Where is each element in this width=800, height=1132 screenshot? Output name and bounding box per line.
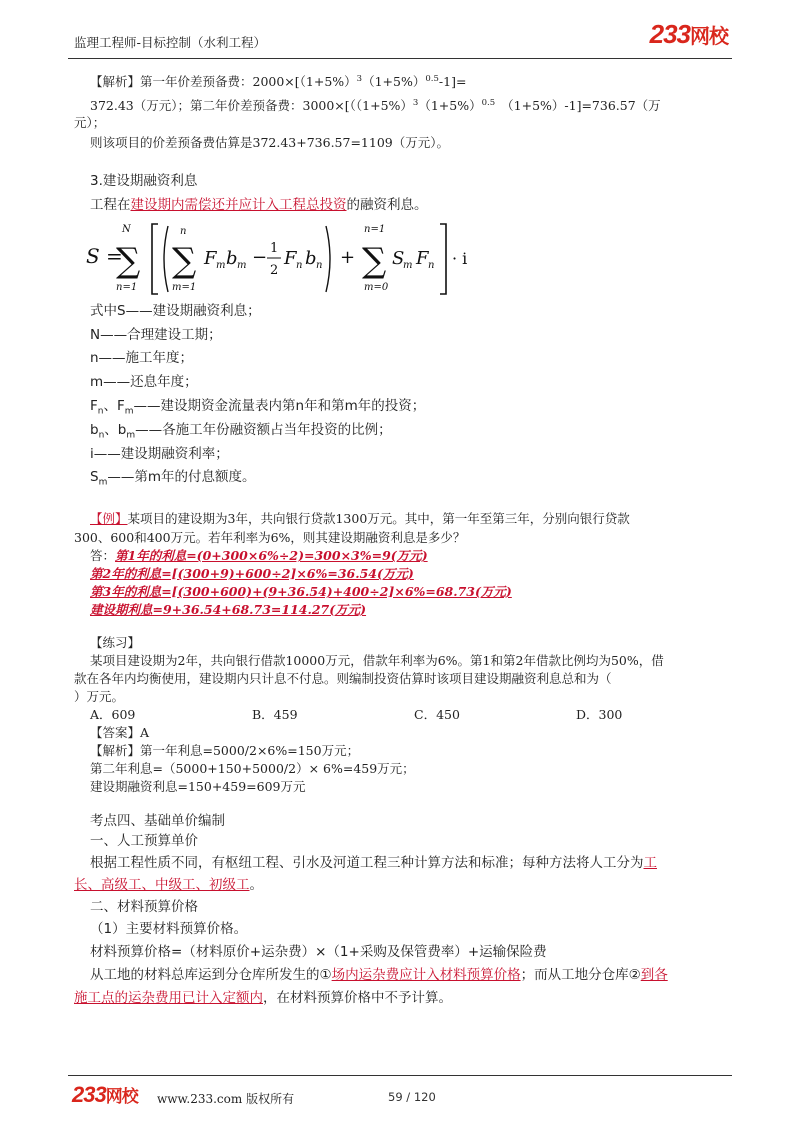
svg-text:S: S (392, 248, 405, 269)
sum-third-upper: n=1 (364, 224, 386, 235)
practice-question-3: ）万元。 (74, 689, 125, 704)
point4-para2: 从工地的材料总库运到分仓库所发生的①场内运杂费应计入材料预算价格；而从工地分仓库②到各 (90, 967, 668, 983)
svg-text:n: n (316, 260, 323, 271)
point4-sub2: 二、材料预算价格 (90, 899, 198, 915)
svg-text:1: 1 (270, 241, 279, 256)
example-answer-2: 第2年的利息=[(300+9)+600÷2]×6%=36.54(万元) (90, 566, 414, 581)
point4-para2-cont: 施工点的运杂费用已计入定额内，在材料预算价格中不予计算。 (74, 990, 452, 1006)
option-a[interactable]: A．609 (90, 707, 136, 722)
svg-text:m: m (216, 260, 226, 271)
analysis-line-1: 【解析】第一年价差预备费：$2000\times[(1+5\%)^3(1+5\%)^{0.5}-1]=$ (90, 74, 467, 90)
svg-text:−: − (252, 247, 268, 268)
practice-question-1: 某项目建设期为2年，共向银行借款10000万元，借款年利率为6%。第1和第2年借款比例均为50%，借 (90, 653, 664, 668)
point4-para1: 根据工程性质不同，有枢纽工程、引水及河道工程三种计算方法和标准；每种方法将人工分为工 (90, 855, 657, 871)
paren-left (164, 226, 168, 292)
bracket-right (440, 224, 446, 294)
svg-text:F: F (284, 248, 297, 269)
key-phrase: 建设期内需偿还并应计入工程总投资 (130, 197, 347, 213)
point4-sub1: 一、人工预算单价 (90, 833, 198, 849)
def-N: N——合理建设工期； (90, 327, 222, 343)
def-n: n——施工年度； (90, 350, 194, 366)
header-title: 监理工程师-目标控制（水利工程） (74, 35, 267, 50)
logo-text: 网校 (690, 24, 728, 48)
sum-inner-upper: n (180, 226, 187, 237)
example-answer-3: 第3年的利息=[(300+600)+(9+36.54)+400÷2]×6%=68.73(万元) (90, 584, 512, 599)
analysis-line-3: 元）； (74, 115, 106, 130)
option-c[interactable]: C．450 (414, 707, 460, 722)
sum-lower: n=1 (116, 282, 138, 293)
svg-text:F: F (416, 248, 429, 269)
sum-third-symbol: ∑ (362, 241, 387, 281)
svg-text:n: n (296, 260, 303, 271)
brand-logo[interactable] (650, 19, 728, 50)
example-tag: 【例】 (90, 511, 128, 526)
sum-upper: N (122, 224, 131, 235)
analysis-line-2: 372.43（万元）；第二年价差预备费：$3000\times[((1+5\%)^3(1+5\%)^{0.5}$ （1+5%）-1]=736.57（万 (90, 98, 661, 114)
page-number: 59 / 120 (388, 1090, 436, 1104)
svg-text:· i: · i (452, 249, 468, 268)
sum-third-lower: m=0 (364, 282, 389, 293)
sum-inner-lower: m=1 (172, 282, 197, 293)
point4-sub2-1: （1）主要材料预算价格。 (90, 921, 248, 937)
practice-question-2: 款在各年内均衡使用，建设期内只计息不付息。则编制投资估算时该项目建设期融资利息总和为（ (74, 671, 612, 686)
term-F: F (204, 248, 217, 269)
footer-logo[interactable]: 233网校 (72, 1082, 138, 1107)
term-b: b (226, 248, 238, 269)
example-answer-1: 答：第1年的利息=(0+300×6%÷2)=300×3%=9(万元) (90, 548, 428, 563)
svg-text:2: 2 (270, 263, 279, 278)
def-m: m——还息年度； (90, 374, 198, 390)
practice-answer: 【答案】A (90, 725, 150, 740)
section-heading: 3.建设期融资利息 (90, 173, 198, 189)
svg-text:m: m (237, 260, 247, 271)
logo-number: 233 (649, 19, 690, 49)
section-intro: 工程在建设期内需偿还并应计入工程总投资的融资利息。 (90, 197, 428, 213)
def-b: $b_n$、$b_m——$各施工年份融资额占当年投资的比例； (90, 422, 392, 441)
option-d[interactable]: D．300 (576, 707, 623, 722)
footer-copyright: www.233.com 版权所有 (157, 1092, 295, 1106)
formula-lhs: S = (86, 244, 123, 268)
practice-explain-3: 建设期融资利息=150+459=609万元 (90, 779, 306, 794)
def-i: i——建设期融资利率； (90, 446, 229, 462)
analysis-line-4: 则该项目的价差预备费估算是372.43+736.57=1109（万元）。 (90, 135, 449, 150)
def-F: $F_n$、$F_m——$建设期资金流量表内第n年和第m年的投资； (90, 398, 426, 417)
point4-para1-cont: 长、高级工、中级工、初级工。 (74, 877, 263, 893)
def-S: 式中S——建设期融资利息； (90, 303, 261, 319)
practice-explain-1: 【解析】第一年利息=5000/2×6%=150万元； (90, 743, 360, 758)
svg-text:b: b (305, 248, 317, 269)
interest-formula (86, 218, 486, 298)
svg-text:n: n (428, 260, 435, 271)
point4-heading: 考点四、基础单价编制 (90, 813, 225, 829)
header-divider (68, 58, 732, 59)
def-Sm: $S_m——$第m年的付息额度。 (90, 469, 256, 488)
practice-explain-2: 第二年利息=（5000+150+5000/2）× 6%=459万元； (90, 761, 415, 776)
sum-symbol: ∑ (116, 241, 141, 281)
example-answer-4: 建设期利息=9+36.54+68.73=114.27(万元) (90, 602, 367, 617)
svg-text:m: m (403, 260, 413, 271)
option-b[interactable]: B．459 (252, 707, 298, 722)
paren-right (326, 226, 330, 292)
footer-divider (68, 1075, 732, 1076)
svg-text:+: + (340, 247, 356, 268)
example-line-2: 300、600和400万元。若年利率为6%，则其建设期融资利息是多少？ (74, 530, 466, 545)
bracket-left (152, 224, 158, 294)
example-line-1: 【例】某项目的建设期为3年，共向银行贷款1300万元。其中，第一年至第三年，分别向银行贷款 (90, 511, 630, 526)
sum-inner-symbol: ∑ (172, 241, 197, 281)
material-price-formula: 材料预算价格=（材料原价+运杂费）×（1+采购及保管费率）+运输保险费 (90, 944, 547, 960)
practice-tag: 【练习】 (90, 635, 141, 650)
